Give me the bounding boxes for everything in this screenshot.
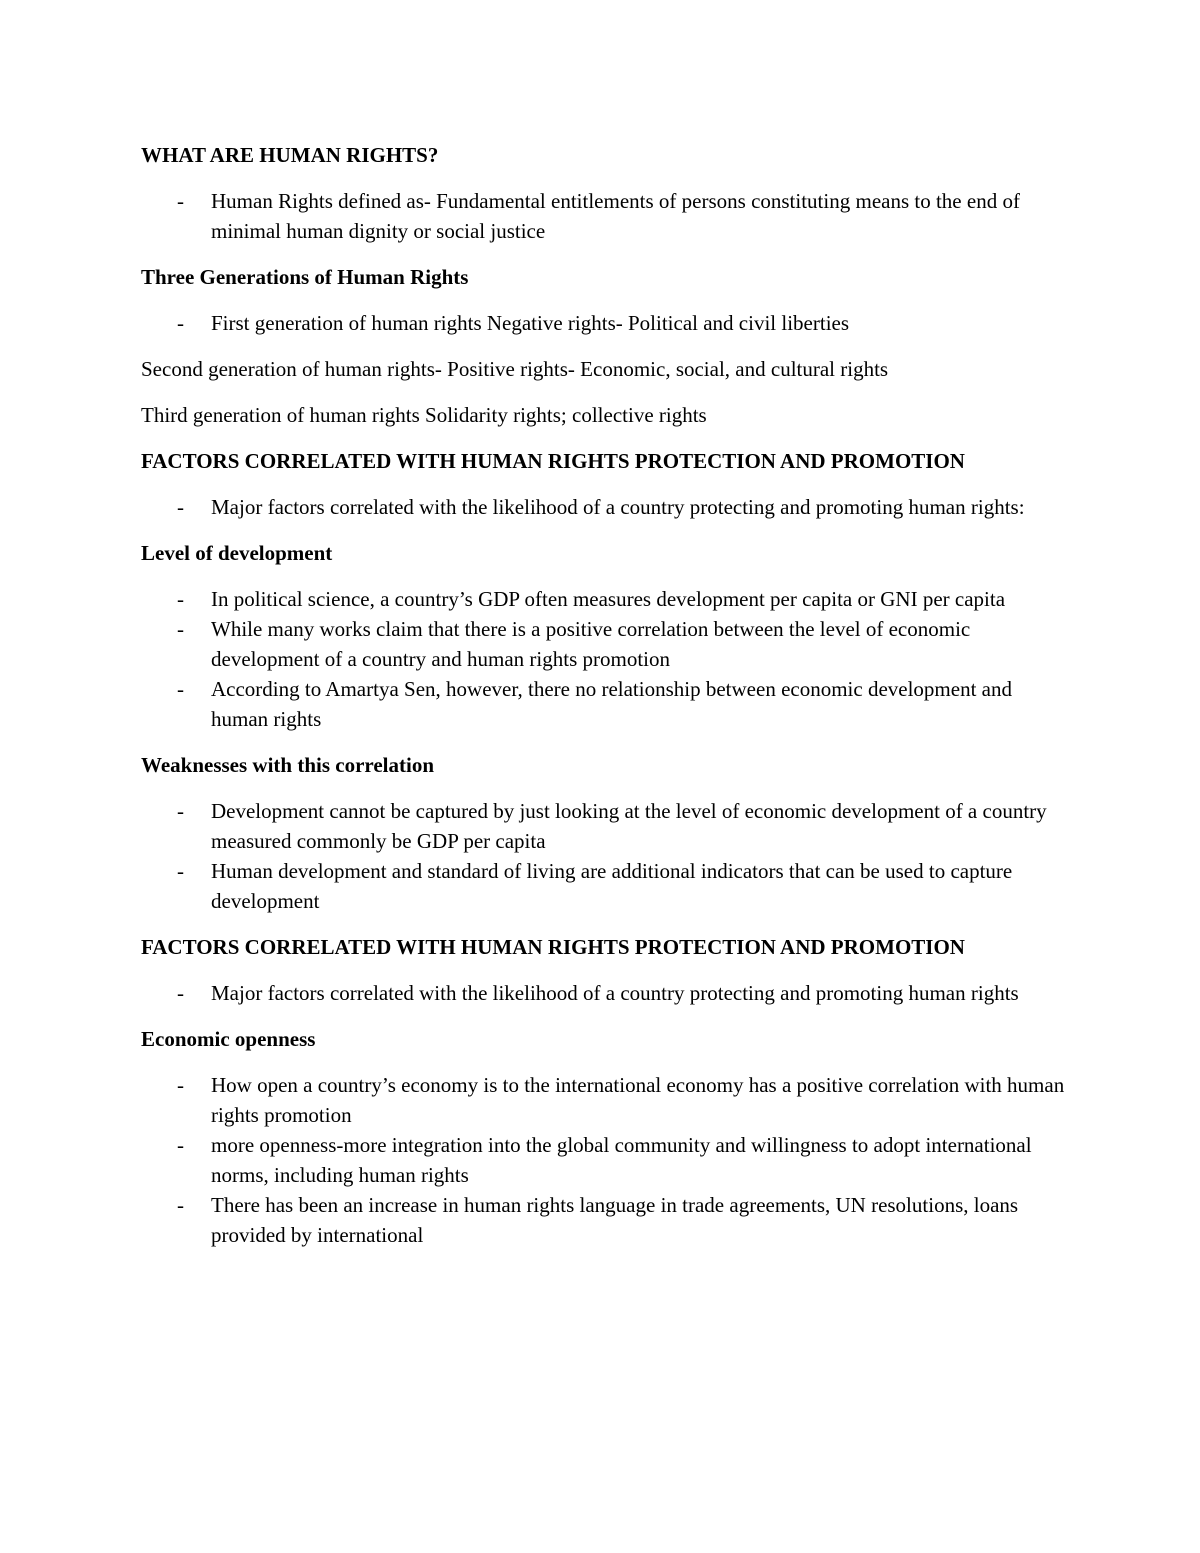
list-item <box>141 584 1071 614</box>
list-item-text: How open a country’s economy is to the international economy has a positive correlation with human rights promotion <box>211 1073 1065 1127</box>
bullet-dash-icon: - <box>177 1073 184 1097</box>
bullet-dash-icon: - <box>177 587 184 611</box>
list-economic-openness <box>141 1070 1071 1250</box>
heading-what-are-human-rights: WHAT ARE HUMAN RIGHTS? <box>141 143 439 167</box>
bullet-dash-icon: - <box>177 859 184 883</box>
bullet-dash-icon: - <box>177 981 184 1005</box>
bullet-dash-icon: - <box>177 799 184 823</box>
list-item <box>141 1190 1071 1250</box>
bullet-dash-icon: - <box>177 189 184 213</box>
heading-level-of-development: Level of development <box>141 541 333 565</box>
para-second-generation: Second generation of human rights- Positive rights- Economic, social, and cultural rights <box>141 357 889 381</box>
list-item <box>141 1130 1071 1190</box>
list-item <box>141 186 1071 246</box>
document-page <box>141 140 1071 1266</box>
list-item <box>141 856 1071 916</box>
list-item-text: First generation of human rights Negative rights- Political and civil liberties <box>211 311 850 335</box>
bullet-dash-icon: - <box>177 617 184 641</box>
heading-factors-correlated-1: FACTORS CORRELATED WITH HUMAN RIGHTS PROTECTION AND PROMOTION <box>141 449 965 473</box>
list-major-factors-1 <box>141 492 1071 522</box>
para-third-generation: Third generation of human rights Solidarity rights; collective rights <box>141 403 707 427</box>
list-item <box>141 978 1071 1008</box>
list-definition <box>141 186 1071 246</box>
bullet-dash-icon: - <box>177 677 184 701</box>
list-item-text: Major factors correlated with the likelihood of a country protecting and promoting human rights: <box>211 495 1025 519</box>
list-weaknesses <box>141 796 1071 916</box>
list-first-generation <box>141 308 1071 338</box>
heading-weaknesses: Weaknesses with this correlation <box>141 753 435 777</box>
list-level-of-development <box>141 584 1071 734</box>
list-item <box>141 614 1071 674</box>
heading-economic-openness: Economic openness <box>141 1027 316 1051</box>
list-major-factors-2 <box>141 978 1071 1008</box>
bullet-dash-icon: - <box>177 1133 184 1157</box>
list-item-text: While many works claim that there is a positive correlation between the level of economic development of a country and human rights promotion <box>211 617 971 671</box>
list-item <box>141 492 1071 522</box>
list-item-text: Human development and standard of living are additional indicators that can be used to capture development <box>211 859 1013 913</box>
list-item <box>141 308 1071 338</box>
list-item <box>141 674 1071 734</box>
list-item-text: Human Rights defined as- Fundamental entitlements of persons constituting means to the end of minimal human dignity or social justice <box>211 189 1020 243</box>
list-item <box>141 796 1071 856</box>
heading-factors-correlated-2: FACTORS CORRELATED WITH HUMAN RIGHTS PROTECTION AND PROMOTION <box>141 935 965 959</box>
bullet-dash-icon: - <box>177 495 184 519</box>
list-item-text: In political science, a country’s GDP often measures development per capita or GNI per capita <box>211 587 1006 611</box>
list-item-text: According to Amartya Sen, however, there no relationship between economic development and human rights <box>211 677 1012 731</box>
bullet-dash-icon: - <box>177 311 184 335</box>
bullet-dash-icon: - <box>177 1193 184 1217</box>
list-item-text: Development cannot be captured by just looking at the level of economic development of a country measured commonly be GDP per capita <box>211 799 1047 853</box>
list-item-text: There has been an increase in human rights language in trade agreements, UN resolutions, loans provided by international <box>211 1193 1019 1247</box>
list-item <box>141 1070 1071 1130</box>
list-item-text: Major factors correlated with the likelihood of a country protecting and promoting human rights <box>211 981 1019 1005</box>
heading-three-generations: Three Generations of Human Rights <box>141 265 469 289</box>
list-item-text: more openness-more integration into the global community and willingness to adopt international norms, including human rights <box>211 1133 1032 1187</box>
